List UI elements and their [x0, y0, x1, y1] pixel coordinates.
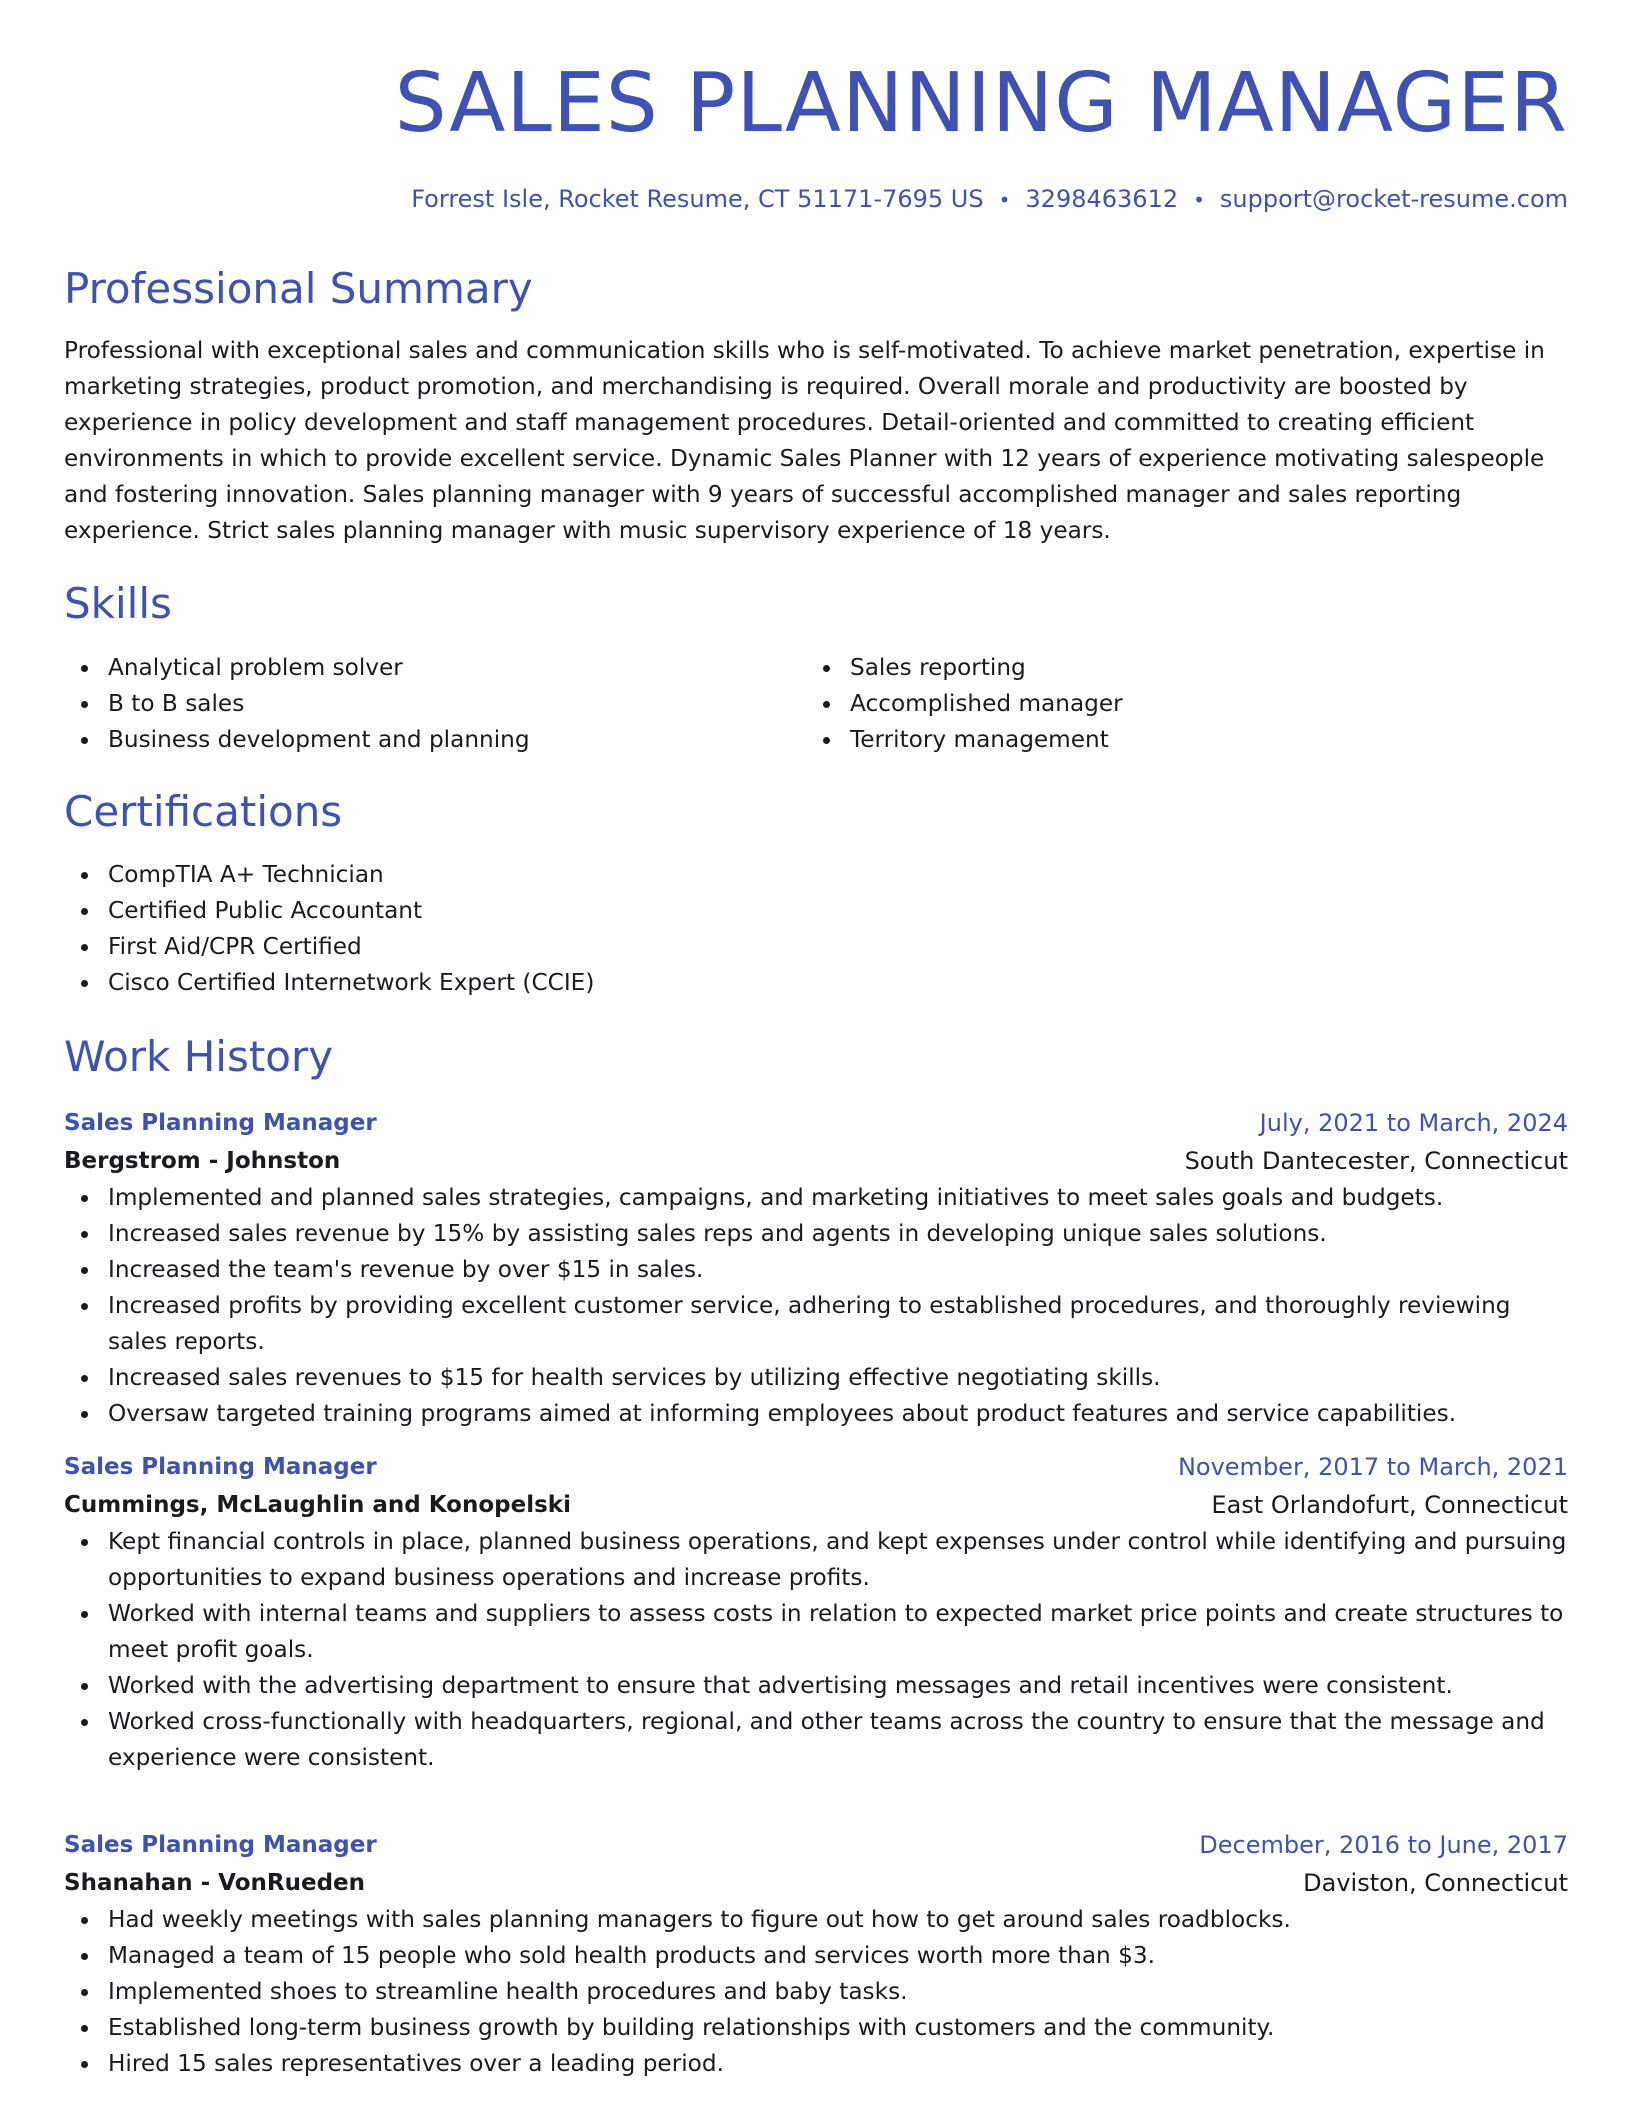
job-bullet: Increased the team's revenue by over $15 in sales.: [64, 1252, 1568, 1288]
certification-item: Cisco Certified Internetwork Expert (CCIE): [64, 965, 1568, 1001]
skills-column-right: [806, 650, 1548, 758]
resume-name: SALES PLANNING MANAGER: [394, 56, 1568, 151]
contact-separator: •: [998, 188, 1011, 212]
job-entry: [64, 1448, 1568, 1776]
job-dates: December, 2016 to June, 2017: [1199, 1831, 1568, 1859]
job-location: South Dantecester, Connecticut: [1184, 1147, 1568, 1175]
skill-item: B to B sales: [64, 686, 806, 722]
contact-separator: •: [1193, 188, 1205, 212]
skill-item: Business development and planning: [64, 722, 806, 758]
job-bullet: Hired 15 sales representatives over a leading period.: [64, 2046, 1568, 2082]
skill-item: Accomplished manager: [806, 686, 1548, 722]
job-bullet: Kept financial controls in place, planned business operations, and kept expenses under control while identifying and pursuing opportunities to expand business operations and increase profits.: [64, 1524, 1568, 1596]
section-title-summary: Professional Summary: [64, 264, 533, 313]
job-bullet: Managed a team of 15 people who sold health products and services worth more than $3.: [64, 1938, 1568, 1974]
job-bullet: Had weekly meetings with sales planning managers to figure out how to get around sales roadblocks.: [64, 1902, 1568, 1938]
skill-item: Analytical problem solver: [64, 650, 806, 686]
certification-item: Certified Public Accountant: [64, 893, 1568, 929]
skill-item: Sales reporting: [806, 650, 1548, 686]
skills-grid: [64, 650, 1568, 758]
job-dates: November, 2017 to March, 2021: [1177, 1453, 1568, 1481]
certifications-list: [64, 857, 1568, 1001]
job-title: Sales Planning Manager: [64, 1110, 377, 1136]
job-bullet: Increased sales revenues to $15 for health services by utilizing effective negotiating skills.: [64, 1360, 1568, 1396]
summary-text: Professional with exceptional sales and communication skills who is self-motivated. To achieve market penetration, expertise in marketing strategies, product promotion, and merchandising is required. Overall morale and productivity are boosted by experience in policy development and staff management procedures. Detail-oriented and committed to creating efficient environments in which to provide excellent service. Dynamic Sales Planner with 12 years of experience motivating salespeople and fostering innovation. Sales planning manager with 9 years of successful accomplished manager and sales reporting experience. Strict sales planning manager with music supervisory experience of 18 years.: [64, 337, 1545, 544]
section-title-certifications: Certifications: [64, 787, 343, 836]
job-title: Sales Planning Manager: [64, 1832, 377, 1858]
job-bullet: Oversaw targeted training programs aimed at informing employees about product features and service capabilities.: [64, 1396, 1568, 1432]
certification-item: CompTIA A+ Technician: [64, 857, 1568, 893]
job-bullets: [64, 1524, 1568, 1776]
job-company: Shanahan - VonRueden: [64, 1870, 366, 1896]
contact-phone: 3298463612: [1025, 185, 1179, 213]
skills-column-left: [64, 650, 806, 758]
job-bullet: Increased profits by providing excellent customer service, adhering to established procedures, and thoroughly reviewing sales reports.: [64, 1288, 1568, 1360]
skills-list-right: [806, 650, 1548, 758]
job-title: Sales Planning Manager: [64, 1454, 377, 1480]
job-bullets: [64, 1902, 1568, 2082]
job-company: Bergstrom - Johnston: [64, 1148, 341, 1174]
job-bullet: Worked with the advertising department to ensure that advertising messages and retail incentives were consistent.: [64, 1668, 1568, 1704]
job-company-row: [64, 1486, 1568, 1524]
job-header-row: [64, 1448, 1568, 1486]
skills-list-left: [64, 650, 806, 758]
job-header-row: [64, 1826, 1568, 1864]
job-company: Cummings, McLaughlin and Konopelski: [64, 1492, 571, 1518]
job-bullet: Implemented and planned sales strategies, campaigns, and marketing initiatives to meet sales goals and budgets.: [64, 1180, 1568, 1216]
job-entry: [64, 1104, 1568, 1432]
job-company-row: [64, 1864, 1568, 1902]
job-bullet: Implemented shoes to streamline health procedures and baby tasks.: [64, 1974, 1568, 2010]
job-bullet: Worked cross-functionally with headquarters, regional, and other teams across the country to ensure that the message and experience were consistent.: [64, 1704, 1568, 1776]
job-header-row: [64, 1104, 1568, 1142]
contact-email[interactable]: support@rocket-resume.com: [1219, 185, 1568, 213]
job-location: Daviston, Connecticut: [1303, 1869, 1568, 1897]
job-location: East Orlandofurt, Connecticut: [1211, 1491, 1568, 1519]
job-entry: [64, 1826, 1568, 2082]
section-title-skills: Skills: [64, 579, 172, 628]
job-bullets: [64, 1180, 1568, 1432]
skill-item: Territory management: [806, 722, 1548, 758]
job-bullet: Established long-term business growth by building relationships with customers and the community.: [64, 2010, 1568, 2046]
job-company-row: [64, 1142, 1568, 1180]
certification-item: First Aid/CPR Certified: [64, 929, 1568, 965]
contact-line: [411, 183, 1568, 216]
contact-address: Forrest Isle, Rocket Resume, CT 51171-7695 US: [411, 185, 984, 213]
job-dates: July, 2021 to March, 2024: [1259, 1109, 1568, 1137]
job-bullet: Increased sales revenue by 15% by assisting sales reps and agents in developing unique sales solutions.: [64, 1216, 1568, 1252]
job-bullet: Worked with internal teams and suppliers to assess costs in relation to expected market price points and create structures to meet profit goals.: [64, 1596, 1568, 1668]
section-title-work-history: Work History: [64, 1032, 334, 1081]
